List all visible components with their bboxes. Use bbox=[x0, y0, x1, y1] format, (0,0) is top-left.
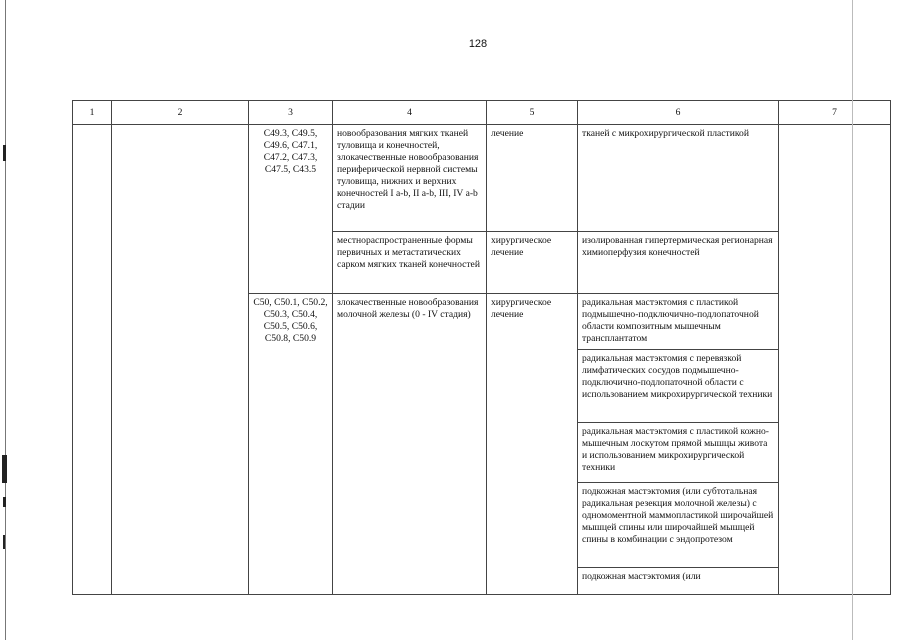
medical-care-table bbox=[72, 100, 891, 595]
method-cell: изолированная гипертермическая регионарная химиоперфузия конечностей bbox=[578, 232, 779, 294]
column-number: 2 bbox=[112, 101, 249, 125]
cell-col-7 bbox=[779, 125, 891, 595]
table-row bbox=[73, 125, 891, 232]
scan-right-edge-line bbox=[852, 0, 853, 640]
cell-col-1 bbox=[73, 125, 112, 595]
scan-binding-mark bbox=[3, 535, 5, 549]
treatment-type-cell: хирургическое лечение bbox=[487, 232, 578, 294]
column-number: 5 bbox=[487, 101, 578, 125]
treatment-type-cell: лечение bbox=[487, 125, 578, 232]
method-cell: подкожная мастэктомия (или bbox=[578, 568, 779, 595]
condition-cell: новообразования мягких тканей туловища и конечностей, злокачественные новообразования периферической нервной системы туловища, нижних и верхних конечностей I a-b, II a-b, III, IV a-b стадии bbox=[333, 125, 487, 232]
column-number: 6 bbox=[578, 101, 779, 125]
scan-binding-mark bbox=[3, 497, 6, 507]
page-number: 128 bbox=[468, 38, 488, 50]
column-number: 1 bbox=[73, 101, 112, 125]
diagnosis-codes: C49.3, C49.5, C49.6, C47.1, C47.2, C47.3, C47.5, C43.5 bbox=[249, 125, 333, 294]
scan-left-edge-line bbox=[5, 0, 6, 640]
diagnosis-codes: C50, C50.1, C50.2, C50.3, C50.4, C50.5, C50.6, C50.8, C50.9 bbox=[249, 294, 333, 595]
method-cell: тканей с микрохирургической пластикой bbox=[578, 125, 779, 232]
cell-col-2 bbox=[112, 125, 249, 595]
method-cell: радикальная мастэктомия с перевязкой лимфатических сосудов подмышечно-подключично-подлопаточной области с использованием микрохирургической техники bbox=[578, 350, 779, 423]
condition-cell: злокачественные новообразования молочной железы (0 - IV стадия) bbox=[333, 294, 487, 595]
column-number-row bbox=[73, 101, 891, 125]
column-number: 3 bbox=[249, 101, 333, 125]
method-cell: радикальная мастэктомия с пластикой кожно-мышечным лоскутом прямой мышцы живота и использованием микрохирургической техники bbox=[578, 423, 779, 483]
condition-cell: местнораспространенные формы первичных и метастатических сарком мягких тканей конечностей bbox=[333, 232, 487, 294]
column-number: 4 bbox=[333, 101, 487, 125]
method-cell: подкожная мастэктомия (или субтотальная радикальная резекция молочной железы) с одномоментной маммопластикой широчайшей мышцей спины или широчайшей мышцей спины в комбинации с эндопротезом bbox=[578, 483, 779, 568]
scan-binding-mark bbox=[3, 145, 6, 161]
treatment-type-cell: хирургическое лечение bbox=[487, 294, 578, 595]
scan-binding-mark bbox=[2, 455, 7, 483]
method-cell: радикальная мастэктомия с пластикой подмышечно-подключично-подлопаточной области композитным мышечным трансплантатом bbox=[578, 294, 779, 350]
column-number: 7 bbox=[779, 101, 891, 125]
